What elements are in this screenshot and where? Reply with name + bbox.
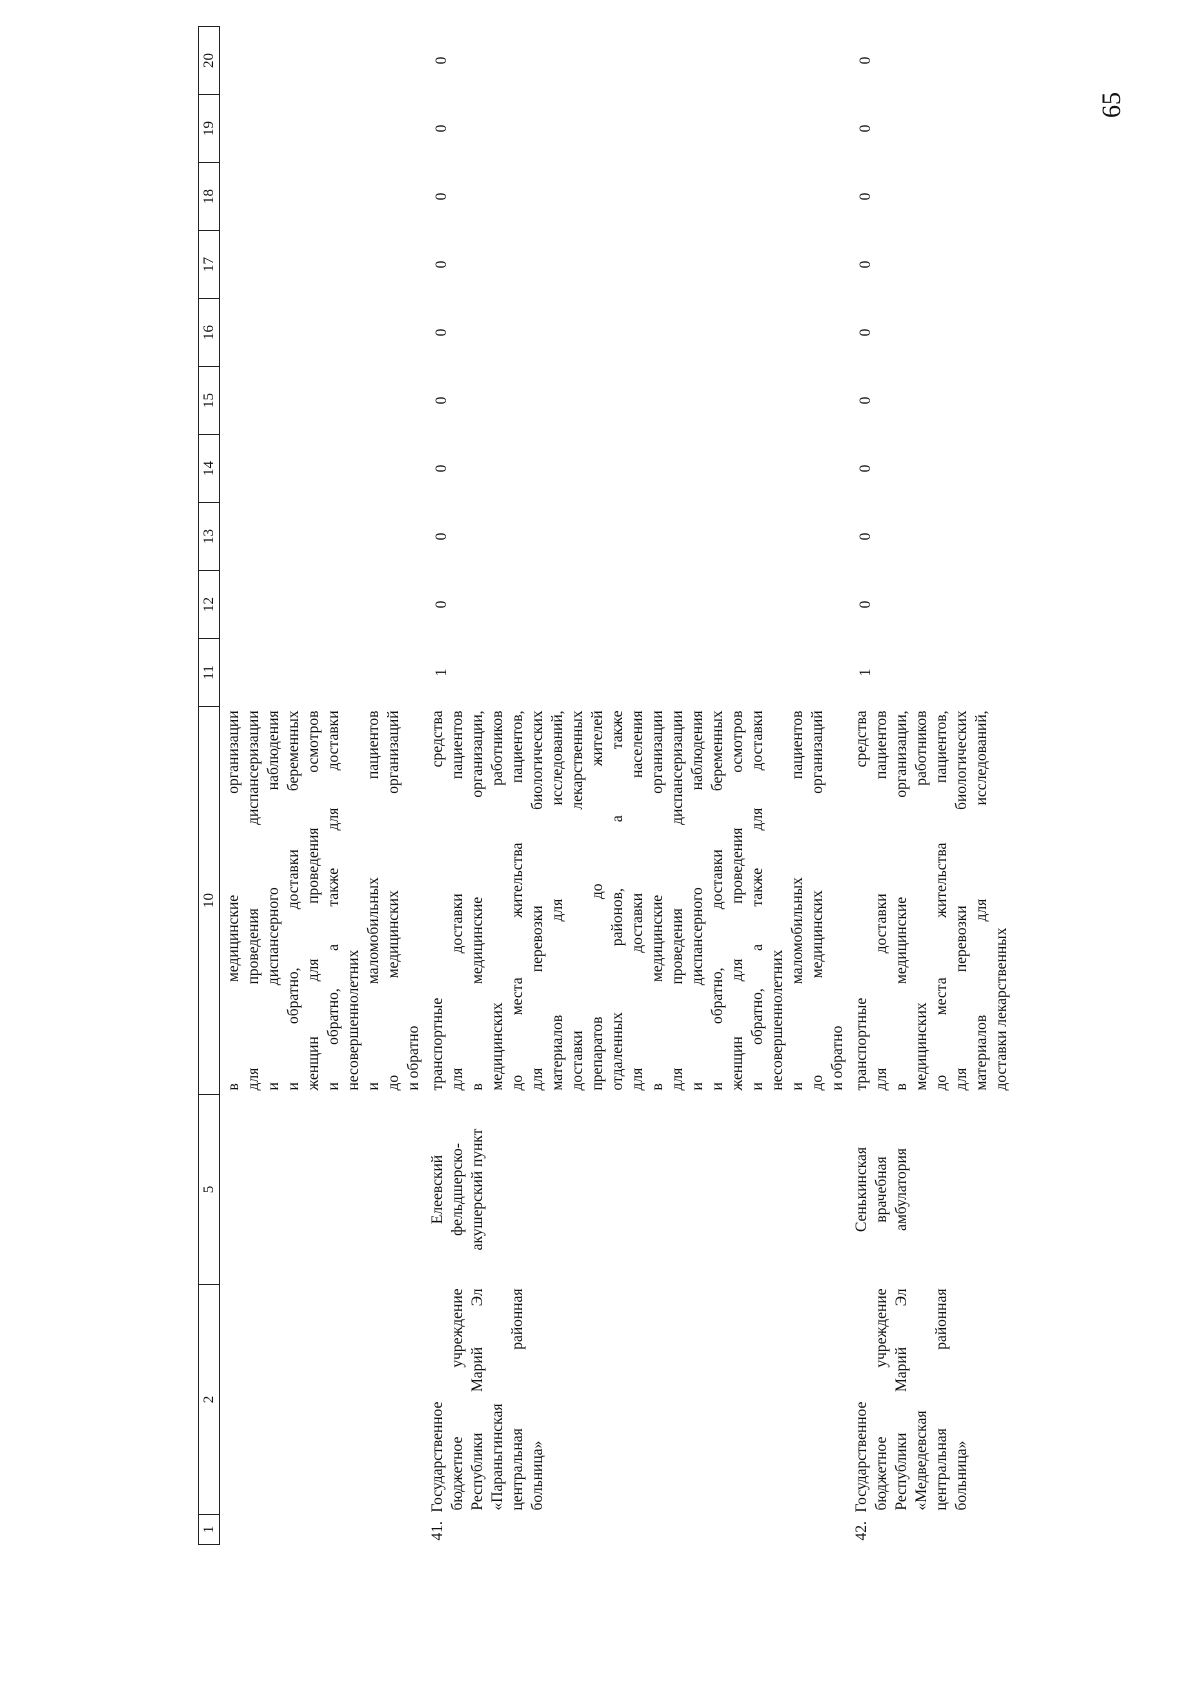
purpose-cell: [852, 707, 1012, 1095]
unit-line: фельдшерско-: [449, 1143, 466, 1236]
value-cell-col-13: 0: [857, 532, 874, 541]
value-cell-col-15: 0: [433, 396, 450, 405]
row-number-cell: [428, 1515, 848, 1545]
value-cell-col-18: 0: [857, 192, 874, 201]
page-number: 65: [1097, 92, 1126, 118]
purpose-line: в медицинские организации,: [469, 710, 486, 1091]
column-header: 16: [199, 299, 220, 367]
table-row: [224, 27, 424, 1545]
value-cell-col-17: 0: [433, 260, 450, 269]
organization-line: «Медведевская: [913, 1410, 930, 1511]
unit-cell: [428, 1095, 848, 1285]
organization-line: «Параньгинская: [489, 1403, 506, 1511]
organization-line: центральная районная: [933, 1288, 950, 1511]
rotated-table-container: [198, 53, 1010, 1545]
purpose-line: препаратов до жителей: [589, 710, 606, 1091]
purpose-line: для доставки пациентов: [873, 710, 890, 1091]
value-cell-col-14: [224, 435, 424, 503]
purpose-line: и обратно, доставки беременных: [709, 710, 726, 1091]
value-cell-col-12: 0: [433, 600, 450, 609]
purpose-line: и маломобильных пациентов: [789, 710, 806, 1091]
row-number: [852, 1289, 872, 1541]
organization-cell: [224, 1285, 424, 1515]
row-number: [428, 1289, 448, 1541]
purpose-line: в медицинские организации,: [893, 710, 910, 1091]
purpose-line: медицинских работников: [913, 710, 930, 1091]
purpose-line: до медицинских организаций: [385, 710, 402, 1091]
table-row: [852, 27, 1012, 1545]
column-header: 17: [199, 231, 220, 299]
row-number-text: 41.: [429, 1521, 446, 1541]
purpose-line: и маломобильных пациентов: [365, 710, 382, 1091]
column-header: 13: [199, 503, 220, 571]
column-header: 18: [199, 163, 220, 231]
purpose-line: транспортные средства: [853, 710, 870, 1091]
value-cell-col-19: 0: [433, 124, 450, 133]
value-cell-col-15: [224, 367, 424, 435]
column-header: 20: [199, 27, 220, 95]
unit-cell: [224, 1095, 424, 1285]
column-header: 11: [199, 639, 220, 707]
purpose-line: материалов для исследований,: [973, 710, 990, 1091]
value-cell-col-17: [224, 231, 424, 299]
purpose-line: для проведения диспансеризации: [669, 710, 686, 1091]
column-header-row: [199, 27, 220, 1545]
purpose-line: отдаленных районов, а также: [609, 710, 626, 1091]
row-number-text: 42.: [853, 1521, 870, 1541]
organization-cell: [852, 1285, 1012, 1541]
row-number-cell: [852, 1515, 1012, 1545]
purpose-line: несовершеннолетних: [345, 949, 362, 1091]
row-number-cell: [224, 1515, 424, 1545]
value-cell-col-14: 0: [857, 464, 874, 473]
organization-line: центральная районная: [509, 1288, 526, 1511]
value-cell-col-16: [224, 299, 424, 367]
purpose-line: медицинских работников: [489, 710, 506, 1091]
value-cell-col-20: [224, 27, 424, 95]
organization-line: Республики Марий Эл: [469, 1288, 486, 1511]
value-cell-col-13: [224, 503, 424, 571]
column-header: 12: [199, 571, 220, 639]
purpose-line: для перевозки биологических: [529, 710, 546, 1091]
purpose-line: для доставки пациентов: [449, 710, 466, 1091]
purpose-line: в медицинские организации: [225, 710, 242, 1091]
table-row: [428, 27, 848, 1545]
column-header: 2: [199, 1285, 220, 1515]
purpose-line: материалов для исследований,: [549, 710, 566, 1091]
purpose-line: для проведения диспансеризации: [245, 710, 262, 1091]
data-table: [198, 26, 1012, 1545]
purpose-line: и обратно, а также для доставки: [749, 710, 766, 1091]
value-cell-col-12: 0: [857, 600, 874, 609]
organization-line: Республики Марий Эл: [893, 1288, 910, 1511]
purpose-line: и обратно: [405, 1025, 422, 1091]
organization-line: бюджетное учреждение: [449, 1288, 466, 1511]
value-cell-col-11: 1: [857, 668, 874, 677]
table-body: [220, 27, 1013, 1545]
purpose-line: несовершеннолетних: [769, 949, 786, 1091]
purpose-line: для доставки населения: [629, 710, 646, 1091]
purpose-line: и обратно, а также для доставки: [325, 710, 342, 1091]
purpose-line: до места жительства пациентов,: [509, 710, 526, 1091]
purpose-line: доставки лекарственных: [993, 927, 1010, 1091]
value-cell-col-13: 0: [433, 532, 450, 541]
column-header: 14: [199, 435, 220, 503]
purpose-line: женщин для проведения осмотров: [305, 710, 322, 1091]
organization-line: больница»: [529, 1440, 546, 1511]
value-cell-col-19: [224, 95, 424, 163]
purpose-line: транспортные средства: [429, 710, 446, 1091]
purpose-cell: [428, 707, 848, 1095]
value-cell-col-18: 0: [433, 192, 450, 201]
unit-cell: [852, 1095, 1012, 1285]
column-header: 15: [199, 367, 220, 435]
value-cell-col-16: 0: [857, 328, 874, 337]
column-header: 10: [199, 707, 220, 1095]
purpose-line: до медицинских организаций: [809, 710, 826, 1091]
column-header: 5: [199, 1095, 220, 1285]
purpose-line: в медицинские организации: [649, 710, 666, 1091]
column-header: 19: [199, 95, 220, 163]
value-cell-col-11: [224, 639, 424, 707]
value-cell-col-15: 0: [857, 396, 874, 405]
value-cell-col-14: 0: [433, 464, 450, 473]
value-cell-col-20: 0: [433, 56, 450, 65]
purpose-line: и диспансерного наблюдения: [265, 710, 282, 1091]
organization-line: бюджетное учреждение: [873, 1288, 890, 1511]
purpose-line: для перевозки биологических: [953, 710, 970, 1091]
purpose-line: доставки лекарственных: [569, 710, 586, 1091]
organization-cell: [428, 1285, 848, 1541]
value-cell-col-20: 0: [857, 56, 874, 65]
purpose-line: и обратно, доставки беременных: [285, 710, 302, 1091]
value-cell-col-18: [224, 163, 424, 231]
unit-line: Елеевский: [429, 1154, 446, 1225]
unit-line: амбулатория: [893, 1148, 910, 1231]
value-cell-col-17: 0: [857, 260, 874, 269]
organization-line: больница»: [953, 1440, 970, 1511]
purpose-line: и диспансерного наблюдения: [689, 710, 706, 1091]
unit-line: Сенькинская: [853, 1146, 870, 1233]
unit-line: акушерский пункт: [469, 1128, 486, 1251]
value-cell-col-16: 0: [433, 328, 450, 337]
value-cell-col-19: 0: [857, 124, 874, 133]
column-header: 1: [199, 1515, 220, 1545]
organization-line: Государственное: [429, 1401, 446, 1513]
purpose-cell: [224, 707, 424, 1095]
organization-line: Государственное: [853, 1401, 870, 1513]
value-cell-col-12: [224, 571, 424, 639]
purpose-line: женщин для проведения осмотров: [729, 710, 746, 1091]
value-cell-col-11: 1: [433, 668, 450, 677]
purpose-line: до места жительства пациентов,: [933, 710, 950, 1091]
unit-line: врачебная: [873, 1156, 890, 1223]
purpose-line: и обратно: [829, 1025, 846, 1091]
